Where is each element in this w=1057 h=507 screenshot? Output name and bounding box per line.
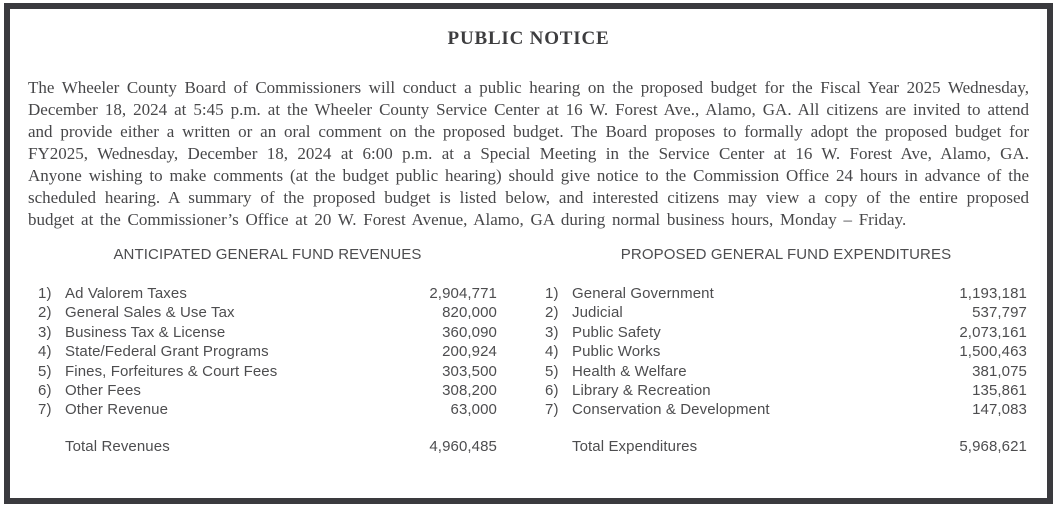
row-amount: 2,904,771 (429, 285, 497, 302)
row-label: General Government (572, 285, 714, 302)
revenues-section (38, 246, 497, 456)
revenue-row-2 (38, 303, 497, 322)
row-amount: 820,000 (442, 304, 497, 322)
row-number: 3) (545, 323, 559, 341)
expenditure-row-3 (545, 323, 1027, 342)
expenditure-row-7 (545, 400, 1027, 419)
row-amount: 135,861 (972, 382, 1027, 400)
row-amount: 303,500 (442, 362, 497, 380)
total-label: Total Revenues (65, 437, 170, 455)
row-amount: 1,193,181 (959, 285, 1027, 302)
row-number: 1) (545, 285, 559, 302)
expenditure-row-6 (545, 381, 1027, 400)
budget-summary-tables (28, 246, 1029, 456)
expenditure-row-5 (545, 362, 1027, 381)
row-number: 4) (38, 343, 52, 361)
row-label: Other Revenue (65, 401, 169, 419)
expenditure-row-4 (545, 342, 1027, 361)
row-amount: 63,000 (450, 401, 497, 419)
revenues-total-row (38, 437, 497, 456)
row-amount: 360,090 (442, 323, 497, 341)
row-label: Other Fees (65, 382, 142, 400)
row-label: Public Works (572, 343, 661, 361)
total-amount: 5,968,621 (959, 437, 1027, 455)
expenditures-header: PROPOSED GENERAL FUND EXPENDITURES (620, 246, 952, 263)
expenditures-total-row (545, 437, 1027, 456)
row-label: Ad Valorem Taxes (65, 285, 187, 302)
row-number: 7) (545, 401, 559, 419)
row-number: 5) (38, 362, 52, 380)
row-label: Conservation & Development (572, 401, 770, 419)
row-number: 5) (545, 362, 559, 380)
revenue-row-7 (38, 400, 497, 419)
row-label: Public Safety (572, 323, 661, 341)
row-number: 3) (38, 323, 52, 341)
row-number-spacer (38, 437, 65, 456)
row-amount: 200,924 (442, 343, 497, 361)
row-label: Judicial (572, 304, 623, 322)
row-label: Health & Welfare (572, 362, 687, 380)
row-amount: 1,500,463 (959, 343, 1027, 361)
row-label: Business Tax & License (65, 323, 226, 341)
row-amount: 381,075 (972, 362, 1027, 380)
revenue-row-1 (38, 284, 497, 303)
row-label: General Sales & Use Tax (65, 304, 235, 322)
row-number: 4) (545, 343, 559, 361)
row-amount: 147,083 (972, 401, 1027, 419)
row-number: 1) (38, 285, 52, 302)
total-amount: 4,960,485 (429, 437, 497, 455)
row-number: 7) (38, 401, 52, 419)
expenditure-row-1 (545, 284, 1027, 303)
row-number: 2) (545, 304, 559, 322)
row-number-spacer (545, 437, 572, 456)
row-amount: 2,073,161 (959, 323, 1027, 341)
row-number: 6) (545, 382, 559, 400)
total-label: Total Expenditures (572, 437, 698, 455)
row-label: Fines, Forfeitures & Court Fees (65, 362, 278, 380)
row-label: State/Federal Grant Programs (65, 343, 269, 361)
notice-title: PUBLIC NOTICE (447, 28, 610, 49)
row-label: Library & Recreation (572, 382, 711, 400)
notice-border-frame (4, 3, 1053, 504)
notice-body-paragraph: The Wheeler County Board of Commissioners will conduct a public hearing on the proposed budget for the Fiscal Year 2025 Wednesday, December 18, 2024 at 5:45 p.m. at the Wheeler County Service Center at 16 W. Forest Ave., Alamo, GA. All citizens are invited to attend and provide either a written or an oral comment on the proposed budget. The Board proposes to formally adopt the proposed budget for FY2025, Wednesday, December 18, 2024 at 6:00 p.m. at a Special Meeting in the Service Center at 16 W. Forest Ave, Alamo, GA. Anyone wishing to make comments (at the budget public hearing) should give notice to the Commission Office 24 hours in advance of the scheduled hearing. A summary of the proposed budget is listed below, and interested citizens may view a copy of the entire proposed budget at the Commissioner’s Office at 20 W. Forest Avenue, Alamo, GA during normal business hours, Monday – Friday. (28, 78, 1029, 229)
revenue-row-5 (38, 362, 497, 381)
row-number: 6) (38, 382, 52, 400)
row-amount: 537,797 (972, 304, 1027, 322)
revenue-row-6 (38, 381, 497, 400)
expenditure-row-2 (545, 303, 1027, 322)
revenue-row-3 (38, 323, 497, 342)
revenue-row-4 (38, 342, 497, 361)
row-amount: 308,200 (442, 382, 497, 400)
row-number: 2) (38, 304, 52, 322)
expenditures-section (545, 246, 1027, 456)
revenues-header: ANTICIPATED GENERAL FUND REVENUES (113, 246, 422, 263)
